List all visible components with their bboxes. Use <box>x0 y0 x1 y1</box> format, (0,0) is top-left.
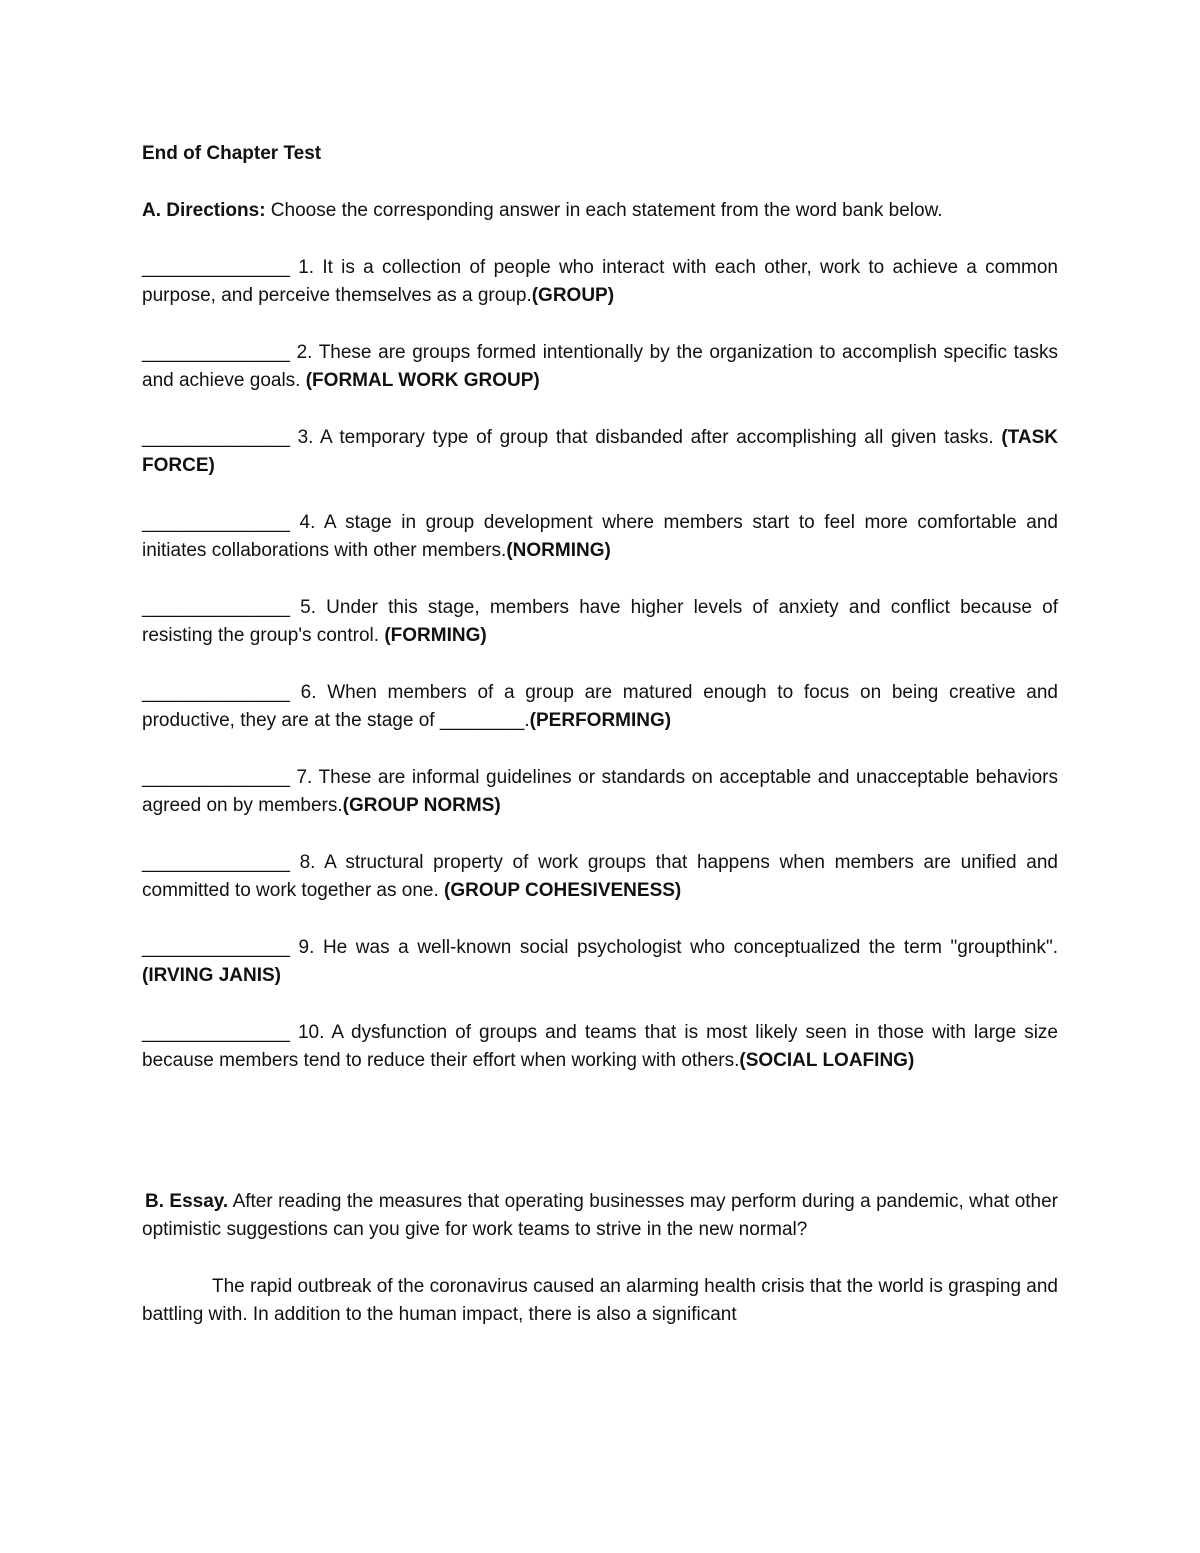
question-text: 7. These are informal guidelines or standards on acceptable and unacceptable behaviors agreed on by members. <box>142 767 1058 816</box>
answer-blank: ______________ <box>142 767 290 788</box>
question-item <box>142 934 1058 990</box>
question-answer: (FORMAL WORK GROUP) <box>305 370 540 391</box>
question-text: 8. A structural property of work groups that happens when members are unified and committed to work together as one. <box>142 852 1058 901</box>
question-item <box>142 594 1058 650</box>
essay-paragraph: The rapid outbreak of the coronavirus caused an alarming health crisis that the world is grasping and battling with. In addition to the human impact, there is also a significant <box>142 1276 1058 1325</box>
question-item <box>142 254 1058 310</box>
section-b-label: B. Essay. <box>145 1191 229 1212</box>
question-answer: (FORMING) <box>384 625 487 646</box>
question-answer: (TASK FORCE) <box>142 427 1058 476</box>
question-item <box>142 849 1058 905</box>
question-text: 10. A dysfunction of groups and teams that is most likely seen in those with large size because members tend to reduce their effort when working with others. <box>142 1022 1058 1071</box>
question-text: 2. These are groups formed intentionally by the organization to accomplish specific tasks and achieve goals. <box>142 342 1058 391</box>
question-answer: (PERFORMING) <box>529 710 672 731</box>
answer-blank: ______________ <box>142 937 290 958</box>
answer-blank: ______________ <box>142 1022 290 1043</box>
question-text: 5. Under this stage, members have higher levels of anxiety and conflict because of resisting the group's control. <box>142 597 1058 646</box>
question-text: 6. When members of a group are matured enough to focus on being creative and productive, they are at the stage of ________. <box>142 682 1058 731</box>
answer-blank: ______________ <box>142 342 290 363</box>
answer-blank: ______________ <box>142 852 290 873</box>
question-text: 4. A stage in group development where members start to feel more comfortable and initiates collaborations with other members. <box>142 512 1058 561</box>
question-answer: (GROUP NORMS) <box>342 795 501 816</box>
question-text: 1. It is a collection of people who interact with each other, work to achieve a common purpose, and perceive themselves as a group. <box>142 257 1058 306</box>
question-text: 3. A temporary type of group that disbanded after accomplishing all given tasks. <box>289 427 1002 448</box>
section-a-label: A. Directions: <box>142 200 266 221</box>
answer-blank: ______________ <box>142 512 290 533</box>
question-item <box>142 509 1058 565</box>
question-list <box>142 254 1058 1075</box>
page-title: End of Chapter Test <box>142 143 322 164</box>
question-answer: (NORMING) <box>506 540 611 561</box>
question-item <box>142 679 1058 735</box>
answer-blank: ______________ <box>142 257 290 278</box>
section-a-directions <box>142 197 1058 225</box>
question-text: 9. He was a well-known social psychologist who conceptualized the term "groupthink". <box>289 937 1058 958</box>
question-item <box>142 1019 1058 1075</box>
document-page <box>142 140 1058 1329</box>
question-answer: (GROUP) <box>531 285 615 306</box>
question-item <box>142 339 1058 395</box>
question-answer: (GROUP COHESIVENESS) <box>444 880 682 901</box>
answer-blank: ______________ <box>142 427 290 448</box>
question-item <box>142 424 1058 480</box>
question-answer: (SOCIAL LOAFING) <box>739 1050 915 1071</box>
section-a-text: Choose the corresponding answer in each statement from the word bank below. <box>265 200 943 221</box>
answer-blank: ______________ <box>142 597 290 618</box>
answer-blank: ______________ <box>142 682 290 703</box>
section-b-text: After reading the measures that operating businesses may perform during a pandemic, what other optimistic suggestions can you give for work teams to strive in the new normal? <box>142 1191 1058 1240</box>
question-answer: (IRVING JANIS) <box>142 965 282 986</box>
question-item <box>142 764 1058 820</box>
section-b-essay-prompt <box>142 1188 1058 1244</box>
